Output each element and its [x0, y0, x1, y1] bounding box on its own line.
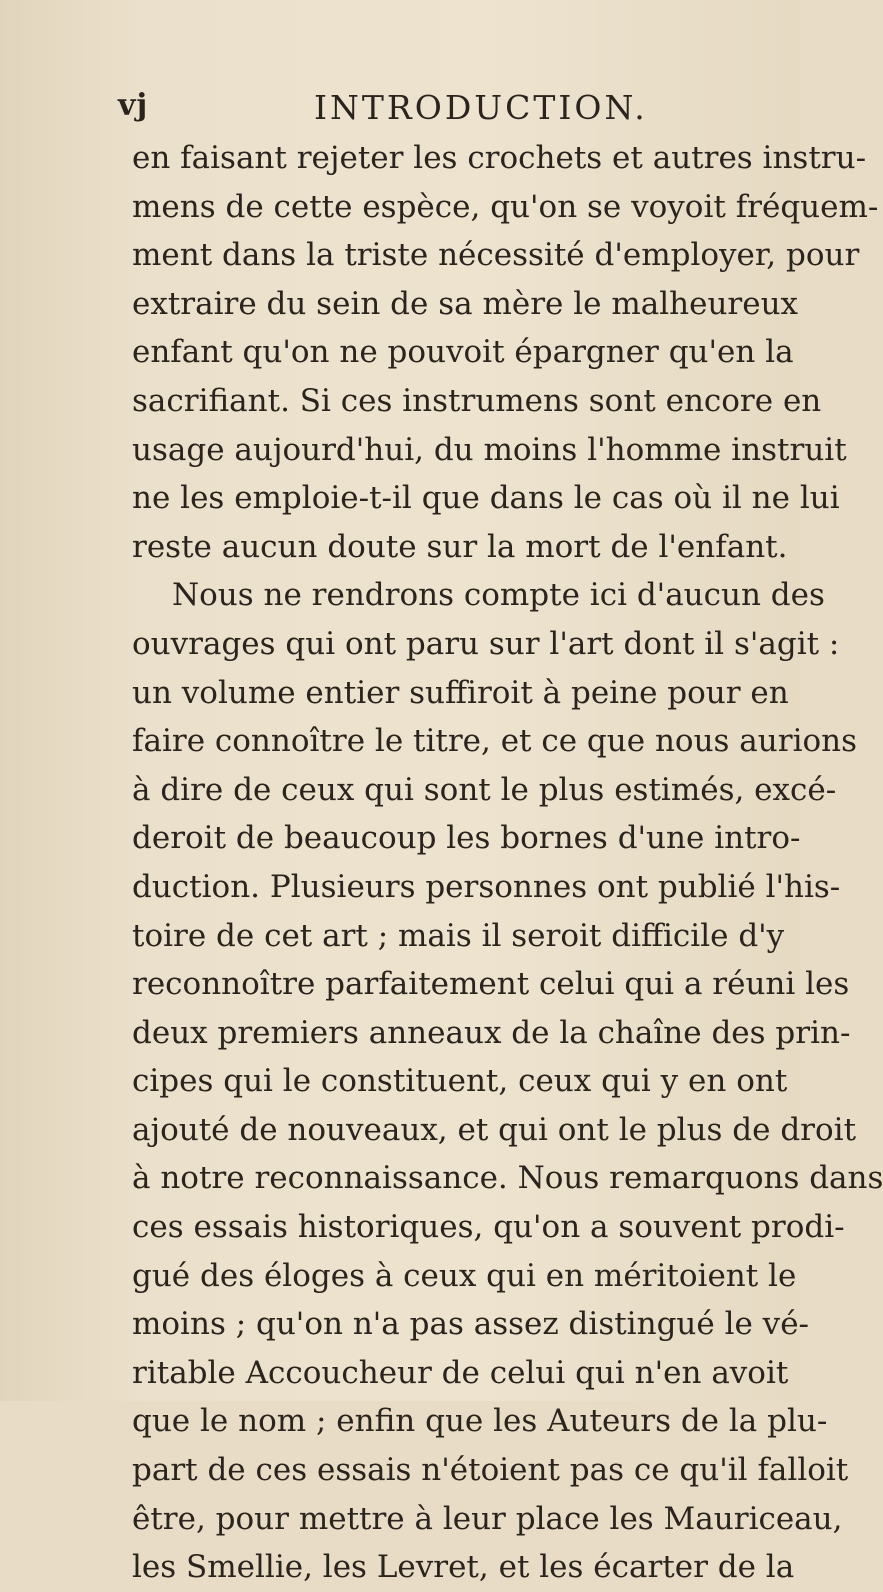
- text-line: part de ces essais n'étoient pas ce qu'il falloit: [132, 1452, 849, 1489]
- text-line: être, pour mettre à leur place les Mauriceau,: [132, 1500, 843, 1537]
- text-line: deux premiers anneaux de la chaîne des prin-: [132, 1014, 851, 1051]
- text-line: usage aujourd'hui, du moins l'homme instruit: [132, 431, 847, 468]
- text-line: à dire de ceux qui sont le plus estimés, excé-: [132, 771, 837, 808]
- text-line: reconnoître parfaitement celui qui a réuni les: [132, 966, 850, 1003]
- text-line: ritable Accoucheur de celui qui n'en avoit: [132, 1354, 789, 1391]
- text-line: ajouté de nouveaux, et qui ont le plus de droit: [132, 1111, 857, 1148]
- text-line: que le nom ; enfin que les Auteurs de la plu-: [132, 1403, 828, 1440]
- text-line: à notre reconnaissance. Nous remarquons dans: [132, 1160, 883, 1197]
- text-line: sacrifiant. Si ces instrumens sont encore en: [132, 382, 822, 419]
- running-title: INTRODUCTION.: [314, 88, 648, 127]
- text-line: ment dans la triste nécessité d'employer, pour: [132, 237, 860, 274]
- text-line: deroit de beaucoup les bornes d'une intro-: [132, 820, 801, 857]
- text-line: ces essais historiques, qu'on a souvent prodi-: [132, 1209, 845, 1246]
- text-line: faire connoître le titre, et ce que nous aurions: [132, 723, 858, 760]
- text-line: enfant qu'on ne pouvoit épargner qu'en la: [132, 334, 794, 371]
- text-line: cipes qui le constituent, ceux qui y en ont: [132, 1063, 788, 1100]
- text-line: duction. Plusieurs personnes ont publié l'his-: [132, 868, 841, 905]
- text-line: un volume entier suffiroit à peine pour en: [132, 674, 789, 711]
- body-text: [132, 134, 883, 1592]
- text-line: mens de cette espèce, qu'on se voyoit fréquem-: [132, 188, 879, 225]
- text-line: moins ; qu'on n'a pas assez distingué le vé-: [132, 1306, 810, 1343]
- text-line: en faisant rejeter les crochets et autres instru-: [132, 140, 867, 176]
- text-line: toire de cet art ; mais il seroit difficile d'y: [132, 917, 785, 954]
- text-line: les Smellie, les Levret, et les écarter de la: [132, 1549, 795, 1586]
- text-line: extraire du sein de sa mère le malheureux: [132, 285, 799, 322]
- page-number: vj: [118, 88, 149, 123]
- text-line: ouvrages qui ont paru sur l'art dont il s'agit :: [132, 625, 840, 662]
- text-line: Nous ne rendrons compte ici d'aucun des: [172, 577, 825, 614]
- page-header: [118, 88, 718, 132]
- text-line: gué des éloges à ceux qui en méritoient le: [132, 1257, 797, 1294]
- text-line: reste aucun doute sur la mort de l'enfant.: [132, 528, 788, 565]
- text-line: ne les emploie-t-il que dans le cas où il ne lui: [132, 480, 840, 517]
